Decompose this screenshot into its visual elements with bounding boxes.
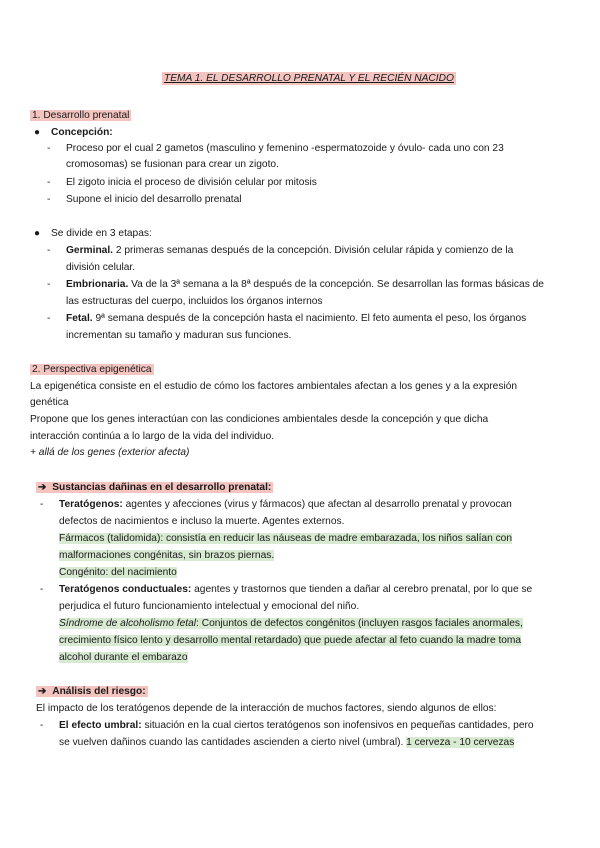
section-heading-desarrollo-prenatal xyxy=(30,109,131,122)
bullet-icon: ● xyxy=(34,127,41,138)
dash-icon: - xyxy=(40,720,44,731)
section-heading-text: 2. Perspectiva epigenética xyxy=(32,364,152,375)
sindrome-note-cont: crecimiento físico lento y desarrollo mental retardado) que puede afectar al feto cuando la madre toma xyxy=(59,635,522,646)
section-heading-epigenetica xyxy=(30,363,154,376)
concepcion-item-1-cont: cromosomas) se fusionan para crear un zigoto. xyxy=(66,159,279,170)
concepcion-item-1: Proceso por el cual 2 gametos (masculino y femenino -espermatozoide y óvulo- cada uno con 23 xyxy=(66,143,504,154)
congenito-note: Congénito: del nacimiento xyxy=(59,567,177,578)
farmacos-note-cont: malformaciones congénitas, sin brazos piernas. xyxy=(59,550,275,561)
efecto-umbral-item: El efecto umbral: situación en la cual ciertos teratógenos son inofensivos en pequeñas cantidades, pero xyxy=(59,720,534,731)
dash-icon: - xyxy=(47,194,51,205)
etapa-germinal-cont: división celular. xyxy=(66,262,136,273)
epigenetica-paragraph-1-cont: genética xyxy=(30,397,69,408)
arrow-icon: ➔ xyxy=(38,482,47,493)
teratogenos-item-cont: defectos de nacimientos e incluso la muerte. Agentes externos. xyxy=(59,516,345,527)
etapa-germinal: Germinal. 2 primeras semanas después de la concepción. División celular rápida y comienzo de la xyxy=(66,245,514,256)
dash-icon: - xyxy=(40,499,44,510)
dash-icon: - xyxy=(40,584,44,595)
dash-icon: - xyxy=(47,245,51,256)
arrow-icon: ➔ xyxy=(38,686,47,697)
etapa-fetal: Fetal. 9ª semana después de la concepción hasta el nacimiento. El feto aumenta el peso, los órganos xyxy=(66,313,527,324)
epigenetica-paragraph-2: Propone que los genes interactúan con las condiciones ambientales desde la concepción y que dicha xyxy=(30,414,489,425)
etapa-embrionaria-cont: las estructuras del cuerpo, incluidos los órganos internos xyxy=(66,296,323,307)
epigenetica-paragraph-1: La epigenética consiste en el estudio de cómo los factores ambientales afectan a los genes y a la expresión xyxy=(30,381,518,392)
etapa-fetal-cont: incrementan su tamaño y maduran sus funciones. xyxy=(66,330,292,341)
dash-icon: - xyxy=(47,279,51,290)
farmacos-note: Fármacos (talidomida): consistía en reducir las náuseas de madre embarazada, los niños salían con xyxy=(59,533,513,544)
concepcion-item-3: Supone el inicio del desarrollo prenatal xyxy=(66,194,242,205)
efecto-umbral-item-cont: se vuelven dañinos cuando las cantidades ascienden a cierto nivel (umbral). 1 cerveza - 10 cervezas xyxy=(59,737,515,748)
etapa-embrionaria: Embrionaria. Va de la 3ª semana a la 8ª después de la concepción. Se desarrollan las formas básicas de xyxy=(66,279,544,290)
epigenetica-paragraph-2-cont: interacción continúa a lo largo de la vida del individuo. xyxy=(30,431,275,442)
teratogenos-item: Teratógenos: agentes y afecciones (virus y fármacos) que afectan al desarrollo prenatal y provocan xyxy=(59,499,512,510)
sindrome-note-cont-2: alcohol durante el embarazo xyxy=(59,652,188,663)
dash-icon: - xyxy=(47,143,51,154)
riesgo-intro: El impacto de los teratógenos depende de la interacción de muchos factores, siendo algunos de ellos: xyxy=(36,703,497,714)
teratogenos-conductuales-item-cont: perjudica el futuro funcionamiento intelectual y emocional del niño. xyxy=(59,601,360,612)
concepcion-label: Concepción: xyxy=(51,127,113,138)
bullet-icon: ● xyxy=(34,228,41,239)
riesgo-heading: ➔ Análisis del riesgo: xyxy=(38,686,146,697)
section-heading-text: 1. Desarrollo prenatal xyxy=(32,110,130,121)
dash-icon: - xyxy=(47,313,51,324)
teratogenos-conductuales-item: Teratógenos conductuales: agentes y trastornos que tienden a dañar al cerebro prenatal, por lo que se xyxy=(59,584,533,595)
sindrome-note: Síndrome de alcoholismo fetal: Conjuntos de defectos congénitos (incluyen rasgos faciales anormales, xyxy=(59,618,523,629)
sustancias-heading: ➔ Sustancias dañinas en el desarrollo prenatal: xyxy=(38,482,272,493)
etapas-intro: Se divide en 3 etapas: xyxy=(51,228,152,239)
dash-icon: - xyxy=(47,177,51,188)
page-title: TEMA 1. EL DESARROLLO PRENATAL Y EL RECIÉN NACIDO xyxy=(164,73,454,84)
concepcion-item-2: El zigoto inicia el proceso de división celular por mitosis xyxy=(66,177,317,188)
epigenetica-note: + allá de los genes (exterior afecta) xyxy=(30,447,190,458)
